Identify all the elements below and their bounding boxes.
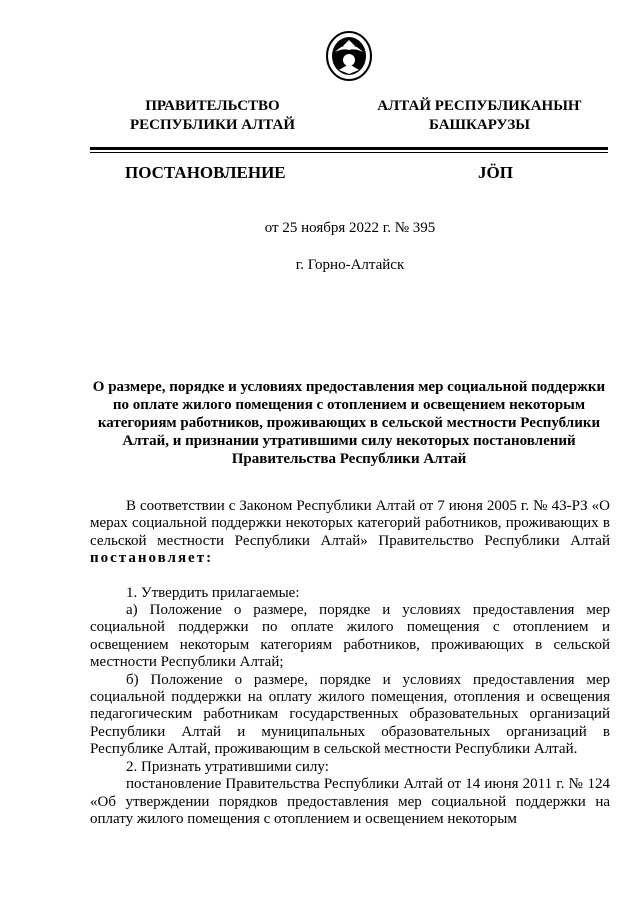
preamble-keyword: постановляет: xyxy=(90,550,214,567)
document-body xyxy=(90,498,610,828)
document-heading: О размере, порядке и условиях предоставления мер социальной поддержки по оплате жилого помещения с отоплением и освещением некоторым категориям работников, проживающих в сельской местности Республики Алтай, и признании утратившими силу некоторых постановлений Правительства Республики Алтай xyxy=(92,379,606,467)
header-right-line2: БАШКАРУЗЫ xyxy=(429,117,530,133)
header-divider-thin xyxy=(90,152,608,153)
paragraph-gap xyxy=(90,568,610,585)
preamble-paragraph xyxy=(90,498,610,568)
header-left-line1: ПРАВИТЕЛЬСТВО xyxy=(145,98,280,114)
item-2a: постановление Правительства Республики Алтай от 14 июня 2011 г. № 124 «Об утверждении порядков предоставления мер социальной поддержки на оплату жилого помещения с отоплением и освещением некоторым xyxy=(90,776,610,827)
header-left-block xyxy=(100,97,325,135)
city-line: г. Горно-Алтайск xyxy=(295,257,405,273)
item-2: 2. Признать утратившими силу: xyxy=(126,758,329,775)
header-divider-thick xyxy=(90,147,608,150)
header-right-block xyxy=(367,97,592,135)
item-1: 1. Утвердить прилагаемые: xyxy=(126,584,300,601)
header-left-line2: РЕСПУБЛИКИ АЛТАЙ xyxy=(129,117,296,133)
doc-type-left: ПОСТАНОВЛЕНИЕ xyxy=(125,163,286,182)
date-line: от 25 ноября 2022 г. № 395 xyxy=(264,220,436,236)
item-1b: б) Положение о размере, порядке и условиях предоставления мер социальной поддержки на оплату жилого помещения, отопления и освещения педагогическим работникам государственных образовательных организаций Республики Алтай и муниципальных образовательных организаций в Республике Алтай, проживающим в сельской местности Республики Алтай. xyxy=(90,671,610,758)
preamble-text: В соответствии с Законом Республики Алтай от 7 июня 2005 г. № 43-РЗ «О мерах социальной поддержки некоторых категорий работников, проживающих в сельской местности Республики Алтай» Правительство Республики Алтай xyxy=(90,498,610,549)
doc-type-right: JÖП xyxy=(478,163,513,182)
coat-of-arms-emblem xyxy=(325,30,373,82)
header-right-line1: АЛТАЙ РЕСПУБЛИКАНЫҤ xyxy=(377,98,582,114)
item-1a: а) Положение о размере, порядке и условиях предоставления мер социальной поддержки по оплате жилого помещения с отоплением и освещением некоторым категориям работников, проживающих в сельской местности Республики Алтай; xyxy=(90,602,610,671)
